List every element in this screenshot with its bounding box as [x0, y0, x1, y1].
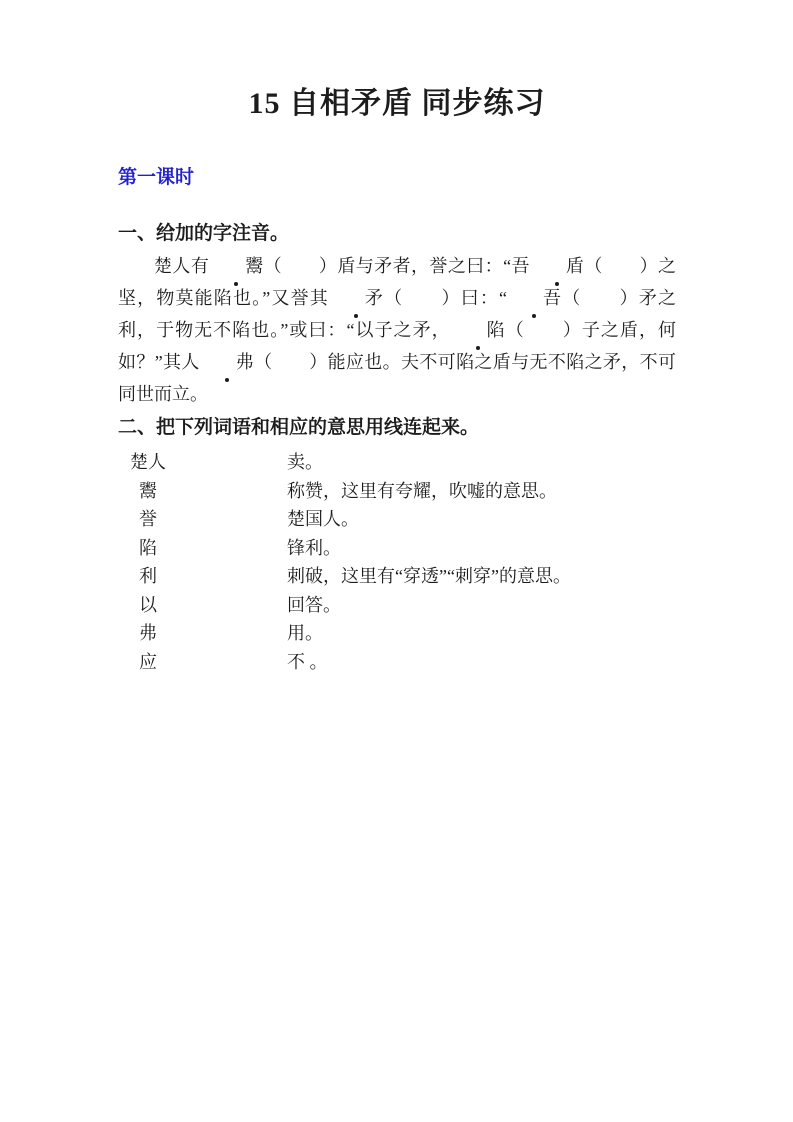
match-word: 楚人	[130, 452, 166, 472]
passage-segment: 楚人有	[154, 256, 210, 276]
match-meaning: 不 。	[287, 651, 328, 672]
match-meaning: 锋利。	[287, 537, 341, 558]
dotted-char: 吾	[507, 282, 561, 314]
match-row	[128, 619, 676, 648]
dotted-char: 盾	[530, 250, 584, 282]
matching-list	[128, 448, 676, 676]
passage-segment: （ ）之坚，物莫能陷也。”又誉其	[118, 256, 676, 308]
match-meaning: 用。	[287, 623, 323, 643]
match-row	[128, 448, 676, 477]
passage-segment: （ ）子之盾，何如？”其人	[118, 320, 676, 372]
dotted-char: 鬻	[209, 250, 263, 282]
match-row	[128, 648, 676, 677]
passage-segment: （ ）能应也。夫不可陷之盾与无不陷之矛，不可同世而立。	[118, 352, 676, 404]
match-row	[128, 562, 676, 591]
passage-segment: （ ）曰：“	[382, 288, 508, 308]
dotted-char: 陷	[451, 314, 505, 346]
match-word: 应	[139, 651, 157, 672]
dotted-char: 矛	[329, 282, 383, 314]
match-meaning: 楚国人。	[287, 509, 359, 529]
match-word: 鬻	[139, 480, 157, 501]
passage-segment: （ ）矛之利，于物无不陷也。”或曰：“以子之矛，	[118, 288, 676, 340]
match-row	[128, 505, 676, 534]
match-row	[128, 534, 676, 563]
pinyin-passage	[118, 250, 676, 410]
section-one-heading: 一、给加的字注音。	[118, 223, 290, 244]
match-meaning: 称赞，这里有夸耀，吹嘘的意思。	[287, 480, 557, 501]
match-row	[128, 477, 676, 506]
passage-segment: （ ）盾与矛者，誉之曰：“吾	[263, 256, 530, 276]
dotted-char: 弗	[200, 346, 254, 378]
section-two-heading: 二、把下列词语和相应的意思用线连起来。	[118, 417, 480, 438]
page-title: 15 自相矛盾 同步练习	[248, 87, 546, 120]
match-meaning: 刺破，这里有“穿透”“刺穿”的意思。	[287, 566, 571, 586]
lesson-heading: 第一课时	[118, 167, 195, 188]
match-meaning: 回答。	[287, 594, 341, 615]
match-row	[128, 591, 676, 620]
match-word: 陷	[139, 537, 157, 558]
match-meaning: 卖。	[287, 452, 323, 472]
match-word: 利	[139, 566, 157, 586]
match-word: 誉	[139, 509, 157, 529]
match-word: 以	[139, 594, 157, 615]
match-word: 弗	[139, 623, 157, 643]
